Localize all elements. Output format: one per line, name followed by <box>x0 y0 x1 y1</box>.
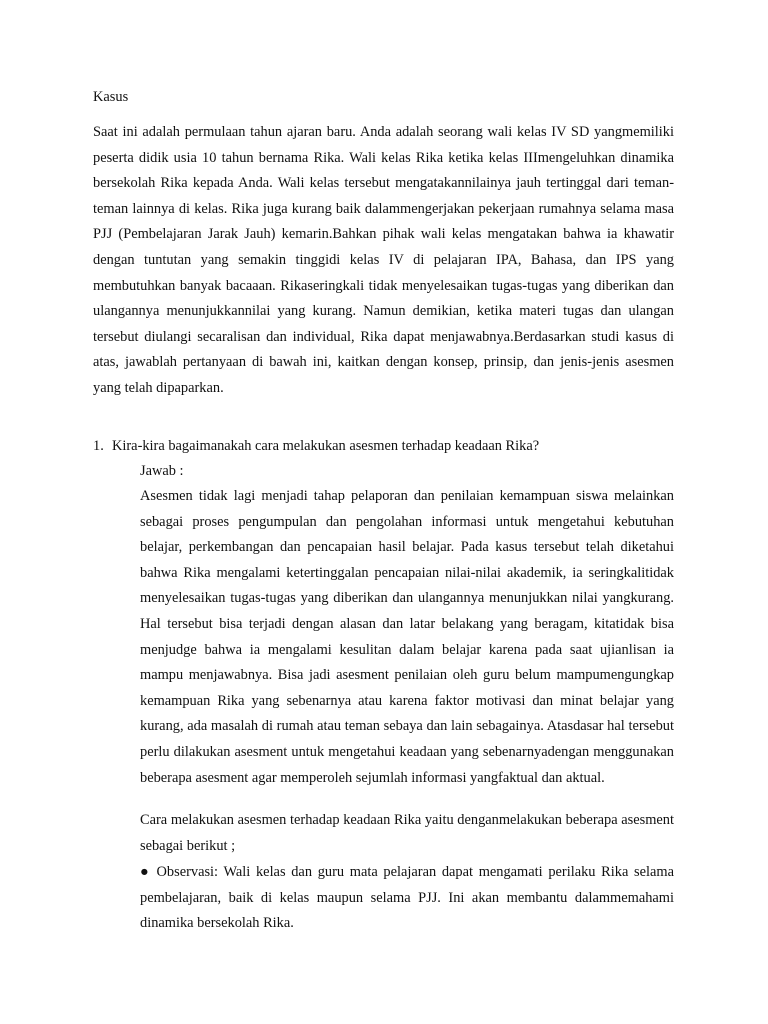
bullet-item-observasi <box>140 860 674 937</box>
question-number: 1. <box>93 438 104 454</box>
answer-paragraph-2: Cara melakukan asesmen terhadap keadaan Rika yaitu denganmelakukan beberapa asesment sebagai berikut ; <box>140 812 674 854</box>
answer-label: Jawab : <box>140 463 184 479</box>
case-intro-paragraph: Saat ini adalah permulaan tahun ajaran baru. Anda adalah seorang wali kelas IV SD yangmemiliki peserta didik usia 10 tahun bernama Rika. Wali kelas Rika ketika kelas IIImengeluhkan dinamika bersekolah Rika kepada Anda. Wali kelas tersebut mengatakannilainya jauh tertinggal dari teman-teman lainnya di kelas. Rika juga kurang baik dalammengerjakan pekerjaan rumahnya selama masa PJJ (Pembelajaran Jarak Jauh) kemarin.Bahkan pihak wali kelas mengatakan bahwa ia khawatir dengan tuntutan yang semakin tinggidi kelas IV di pelajaran IPA, Bahasa, dan IPS yang membutuhkan banyak bacaaan. Rikaseringkali tidak menyelesaikan tugas-tugas yang diberikan dan ulangannya menunjukkannilai yang kurang. Namun demikian, ketika materi tugas dan ulangan tersebut diulangi secaralisan dan individual, Rika dapat menjawabnya.Berdasarkan studi kasus di atas, jawablah pertanyaan di bawah ini, kaitkan dengan konsep, prinsip, dan jenis-jenis asesmen yang telah dipaparkan. <box>93 124 674 396</box>
question-text: Kira-kira bagaimanakah cara melakukan asesmen terhadap keadaan Rika? <box>112 438 540 454</box>
bullet-item-text: Observasi: Wali kelas dan guru mata pelajaran dapat mengamati perilaku Rika selama pembelajaran, baik di kelas maupun selama PJJ. Ini akan membantu dalammemahami dinamika bersekolah Rika. <box>140 864 674 932</box>
bullet-marker: ● <box>140 864 151 880</box>
document-heading: Kasus <box>93 89 129 105</box>
answer-paragraph-1: Asesmen tidak lagi menjadi tahap pelaporan dan penilaian kemampuan siswa melainkan sebagai proses pengumpulan dan pengolahan informasi untuk mengetahui kebutuhan belajar, perkembangan dan pencapaian hasil belajar. Pada kasus tersebut telah diketahui bahwa Rika mengalami ketertinggalan pencapaian nilai-nilai akademik, ia seringkalitidak menyelesaikan tugas-tugas yang diberikan dan ulangannya menunjukkan nilai yangkurang. Hal tersebut bisa terjadi dengan alasan dan latar belakang yang beragam, kitatidak bisa menjudge bahwa ia mengalami kesulitan dalam belajar karena pada saat ujianlisan ia mampu menjawabnya. Bisa jadi asesment penilaian oleh guru belum mampumengungkap kemampuan Rika yang sebenarnya atau karena faktor motivasi dan minat belajar yang kurang, ada masalah di rumah atau teman sebaya dan lain sebagainya. Atasdasar hal tersebut perlu dilakukan asesment untuk mengetahui keadaan yang sebenarnyadengan menggunakan beberapa asesment agar memperoleh sejumlah informasi yangfaktual dan aktual. <box>140 488 674 786</box>
